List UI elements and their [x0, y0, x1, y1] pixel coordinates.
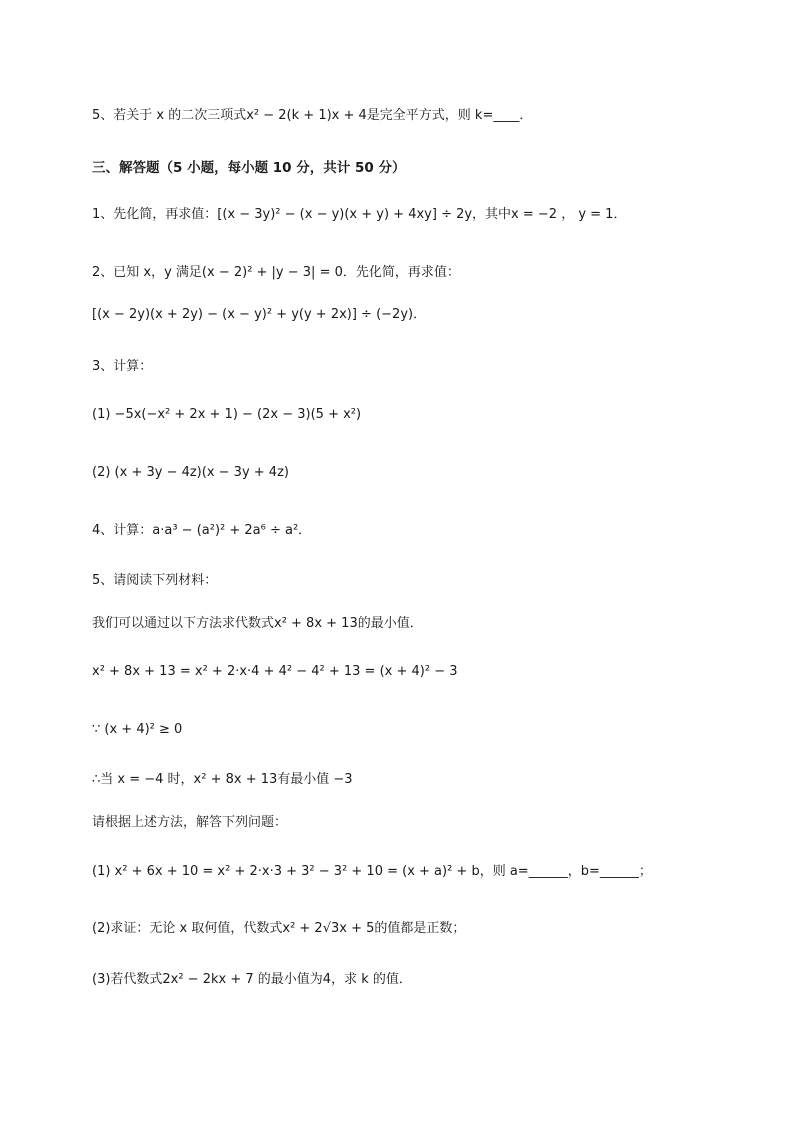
problem-5-heading: 5、请阅读下列材料：: [92, 573, 218, 588]
problem-3-part-2: (2) (x + 3y − 4z)(x − 3y + 4z): [92, 465, 289, 480]
problem-5-instruction: 请根据上述方法，解答下列问题：: [92, 815, 288, 830]
fill-question-5: 5、若关于 x 的二次三项式x² − 2(k + 1)x + 4是完全平方式，则 k=____．: [92, 108, 533, 123]
problem-3-heading: 3、计算：: [92, 359, 153, 374]
problem-5-part-2: (2)求证：无论 x 取何值，代数式x² + 2√3x + 5的值都是正数；: [92, 921, 466, 936]
material-derivation: x² + 8x + 13 = x² + 2·x·4 + 4² − 4² + 13 = (x + 4)² − 3: [92, 664, 458, 679]
material-therefore: ∴当 x = −4 时，x² + 8x + 13有最小值 −3: [92, 772, 353, 787]
problem-4: 4、计算：a·a³ − (a²)² + 2a⁶ ÷ a²．: [92, 523, 312, 538]
problem-5-part-3: (3)若代数式2x² − 2kx + 7 的最小值为4，求 k 的值．: [92, 972, 412, 987]
problem-2-expression: [(x − 2y)(x + 2y) − (x − y)² + y(y + 2x)] ÷ (−2y)．: [92, 307, 427, 322]
problem-3-part-1: (1) −5x(−x² + 2x + 1) − (2x − 3)(5 + x²): [92, 407, 362, 422]
problem-5-part-1: (1) x² + 6x + 10 = x² + 2·x·3 + 3² − 3² + 10 = (x + a)² + b，则 a=______，b=______；: [92, 864, 652, 879]
section-heading: 三、解答题（5 小题，每小题 10 分，共计 50 分）: [92, 160, 406, 176]
material-because: ∵ (x + 4)² ≥ 0: [92, 722, 183, 737]
material-intro: 我们可以通过以下方法求代数式x² + 8x + 13的最小值．: [92, 616, 423, 631]
problem-2-condition: 2、已知 x，y 满足(x − 2)² + |y − 3| = 0．先化简，再求值：: [92, 265, 460, 280]
problem-1: 1、先化简，再求值：[(x − 3y)² − (x − y)(x + y) + 4xy] ÷ 2y，其中x = −2 ， y = 1．: [92, 207, 627, 222]
